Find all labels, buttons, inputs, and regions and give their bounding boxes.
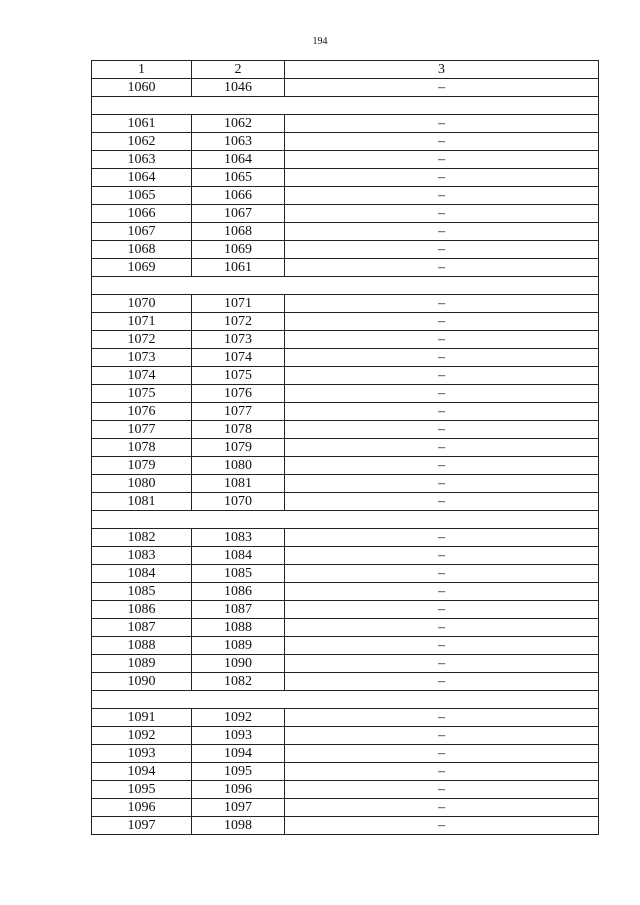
table-cell: – xyxy=(285,439,599,457)
table-cell: 1080 xyxy=(192,457,285,475)
table-cell: 1085 xyxy=(192,565,285,583)
table-cell: 1081 xyxy=(92,493,192,511)
table-cell: – xyxy=(285,457,599,475)
table-row xyxy=(92,187,599,205)
table-row xyxy=(92,115,599,133)
table-cell: 1065 xyxy=(92,187,192,205)
table-row xyxy=(92,781,599,799)
group-separator-row xyxy=(92,277,599,295)
table-cell: 1088 xyxy=(92,637,192,655)
group-separator-cell xyxy=(92,277,599,295)
table-cell: – xyxy=(285,709,599,727)
table-cell: 1092 xyxy=(92,727,192,745)
table-cell: 1065 xyxy=(192,169,285,187)
table-cell: 1086 xyxy=(192,583,285,601)
table-cell: – xyxy=(285,529,599,547)
table-row xyxy=(92,583,599,601)
table-cell: 1072 xyxy=(192,313,285,331)
table-cell: 1070 xyxy=(92,295,192,313)
table-cell: – xyxy=(285,799,599,817)
table-row xyxy=(92,313,599,331)
table-row xyxy=(92,205,599,223)
table-row xyxy=(92,493,599,511)
table-cell: 1061 xyxy=(92,115,192,133)
table-cell: 1063 xyxy=(92,151,192,169)
table-row xyxy=(92,403,599,421)
table-cell: 1075 xyxy=(92,385,192,403)
table-cell: – xyxy=(285,727,599,745)
table-cell: 1068 xyxy=(192,223,285,241)
table-row xyxy=(92,601,599,619)
table-cell: 1072 xyxy=(92,331,192,349)
table-cell: 1090 xyxy=(92,673,192,691)
column-header: 3 xyxy=(285,61,599,79)
table-cell: 1084 xyxy=(192,547,285,565)
table-cell: 1097 xyxy=(92,817,192,835)
table-cell: 1093 xyxy=(92,745,192,763)
table-cell: 1089 xyxy=(192,637,285,655)
table-row xyxy=(92,817,599,835)
table-cell: 1076 xyxy=(92,403,192,421)
table-row xyxy=(92,385,599,403)
table-cell: – xyxy=(285,673,599,691)
table-cell: 1086 xyxy=(92,601,192,619)
table-row xyxy=(92,439,599,457)
table-row xyxy=(92,457,599,475)
table-cell: 1090 xyxy=(192,655,285,673)
table-cell: – xyxy=(285,115,599,133)
table-cell: – xyxy=(285,79,599,97)
table-row xyxy=(92,241,599,259)
table-cell: 1077 xyxy=(192,403,285,421)
data-table xyxy=(91,60,599,835)
group-separator-cell xyxy=(92,511,599,529)
table-cell: 1067 xyxy=(192,205,285,223)
table-cell: – xyxy=(285,547,599,565)
table-cell: – xyxy=(285,763,599,781)
group-separator-cell xyxy=(92,691,599,709)
table-row xyxy=(92,331,599,349)
group-separator-row xyxy=(92,97,599,115)
table-cell: 1069 xyxy=(192,241,285,259)
page-number: 194 xyxy=(312,36,328,47)
table-row xyxy=(92,223,599,241)
table-cell: 1070 xyxy=(192,493,285,511)
table-cell: 1078 xyxy=(92,439,192,457)
table-cell: – xyxy=(285,259,599,277)
table-cell: 1093 xyxy=(192,727,285,745)
table-cell: 1089 xyxy=(92,655,192,673)
table-cell: 1062 xyxy=(92,133,192,151)
table-cell: – xyxy=(285,601,599,619)
table-cell: 1079 xyxy=(192,439,285,457)
table-cell: 1077 xyxy=(92,421,192,439)
table-cell: – xyxy=(285,367,599,385)
table-cell: 1094 xyxy=(92,763,192,781)
table-cell: 1083 xyxy=(92,547,192,565)
table-row xyxy=(92,763,599,781)
table-cell: – xyxy=(285,295,599,313)
table-cell: – xyxy=(285,313,599,331)
table-cell: 1074 xyxy=(192,349,285,367)
table-cell: 1073 xyxy=(92,349,192,367)
table-cell: – xyxy=(285,241,599,259)
table-cell: 1071 xyxy=(92,313,192,331)
table-cell: 1073 xyxy=(192,331,285,349)
table-cell: 1095 xyxy=(92,781,192,799)
table-row xyxy=(92,151,599,169)
table-cell: – xyxy=(285,205,599,223)
table-row xyxy=(92,259,599,277)
table-row xyxy=(92,295,599,313)
table-cell: 1087 xyxy=(192,601,285,619)
table-cell: – xyxy=(285,655,599,673)
table-cell: 1096 xyxy=(192,781,285,799)
table-cell: 1060 xyxy=(92,79,192,97)
table-cell: 1095 xyxy=(192,763,285,781)
table-row xyxy=(92,727,599,745)
table-cell: 1096 xyxy=(92,799,192,817)
table-row xyxy=(92,637,599,655)
table-cell: 1078 xyxy=(192,421,285,439)
table-cell: 1092 xyxy=(192,709,285,727)
group-separator-row xyxy=(92,511,599,529)
table-cell: 1083 xyxy=(192,529,285,547)
table-row xyxy=(92,169,599,187)
table-cell: 1046 xyxy=(192,79,285,97)
table-cell: 1084 xyxy=(92,565,192,583)
table-cell: – xyxy=(285,619,599,637)
table-cell: – xyxy=(285,565,599,583)
table-row xyxy=(92,745,599,763)
table-cell: 1074 xyxy=(92,367,192,385)
column-header: 1 xyxy=(92,61,192,79)
table-cell: 1076 xyxy=(192,385,285,403)
table-cell: 1064 xyxy=(92,169,192,187)
table-cell: 1066 xyxy=(92,205,192,223)
table-cell: – xyxy=(285,385,599,403)
table-cell: – xyxy=(285,637,599,655)
table-row xyxy=(92,133,599,151)
table-cell: – xyxy=(285,331,599,349)
table-cell: 1062 xyxy=(192,115,285,133)
table-cell: 1091 xyxy=(92,709,192,727)
column-header: 2 xyxy=(192,61,285,79)
table-cell: – xyxy=(285,349,599,367)
table-cell: – xyxy=(285,583,599,601)
table-cell: 1087 xyxy=(92,619,192,637)
table-cell: – xyxy=(285,133,599,151)
table-cell: 1069 xyxy=(92,259,192,277)
table-row xyxy=(92,565,599,583)
table-cell: 1080 xyxy=(92,475,192,493)
group-separator-row xyxy=(92,691,599,709)
table-cell: 1061 xyxy=(192,259,285,277)
table-cell: 1068 xyxy=(92,241,192,259)
table-cell: – xyxy=(285,169,599,187)
table-row xyxy=(92,655,599,673)
table-cell: 1079 xyxy=(92,457,192,475)
table-cell: 1097 xyxy=(192,799,285,817)
table-cell: 1064 xyxy=(192,151,285,169)
table-cell: 1067 xyxy=(92,223,192,241)
table-cell: – xyxy=(285,421,599,439)
table-cell: 1071 xyxy=(192,295,285,313)
table-row xyxy=(92,475,599,493)
table-cell: 1094 xyxy=(192,745,285,763)
table-cell: 1098 xyxy=(192,817,285,835)
table-cell: – xyxy=(285,187,599,205)
table-cell: – xyxy=(285,781,599,799)
table-cell: 1063 xyxy=(192,133,285,151)
table-cell: 1075 xyxy=(192,367,285,385)
table-cell: 1082 xyxy=(92,529,192,547)
table-cell: – xyxy=(285,403,599,421)
table-cell: 1066 xyxy=(192,187,285,205)
table-row xyxy=(92,619,599,637)
table-header-row xyxy=(92,61,599,79)
table-row xyxy=(92,349,599,367)
table-cell: – xyxy=(285,151,599,169)
table-row xyxy=(92,367,599,385)
table-cell: – xyxy=(285,745,599,763)
table-cell: – xyxy=(285,493,599,511)
table-cell: 1085 xyxy=(92,583,192,601)
table-row xyxy=(92,529,599,547)
table-row xyxy=(92,673,599,691)
group-separator-cell xyxy=(92,97,599,115)
table-row xyxy=(92,547,599,565)
table-cell: – xyxy=(285,475,599,493)
table-cell: 1088 xyxy=(192,619,285,637)
table-cell: 1081 xyxy=(192,475,285,493)
table-row xyxy=(92,709,599,727)
table-cell: – xyxy=(285,223,599,241)
table-row xyxy=(92,79,599,97)
table-cell: 1082 xyxy=(192,673,285,691)
table-row xyxy=(92,421,599,439)
table-body xyxy=(92,79,599,835)
table-row xyxy=(92,799,599,817)
table-cell: – xyxy=(285,817,599,835)
